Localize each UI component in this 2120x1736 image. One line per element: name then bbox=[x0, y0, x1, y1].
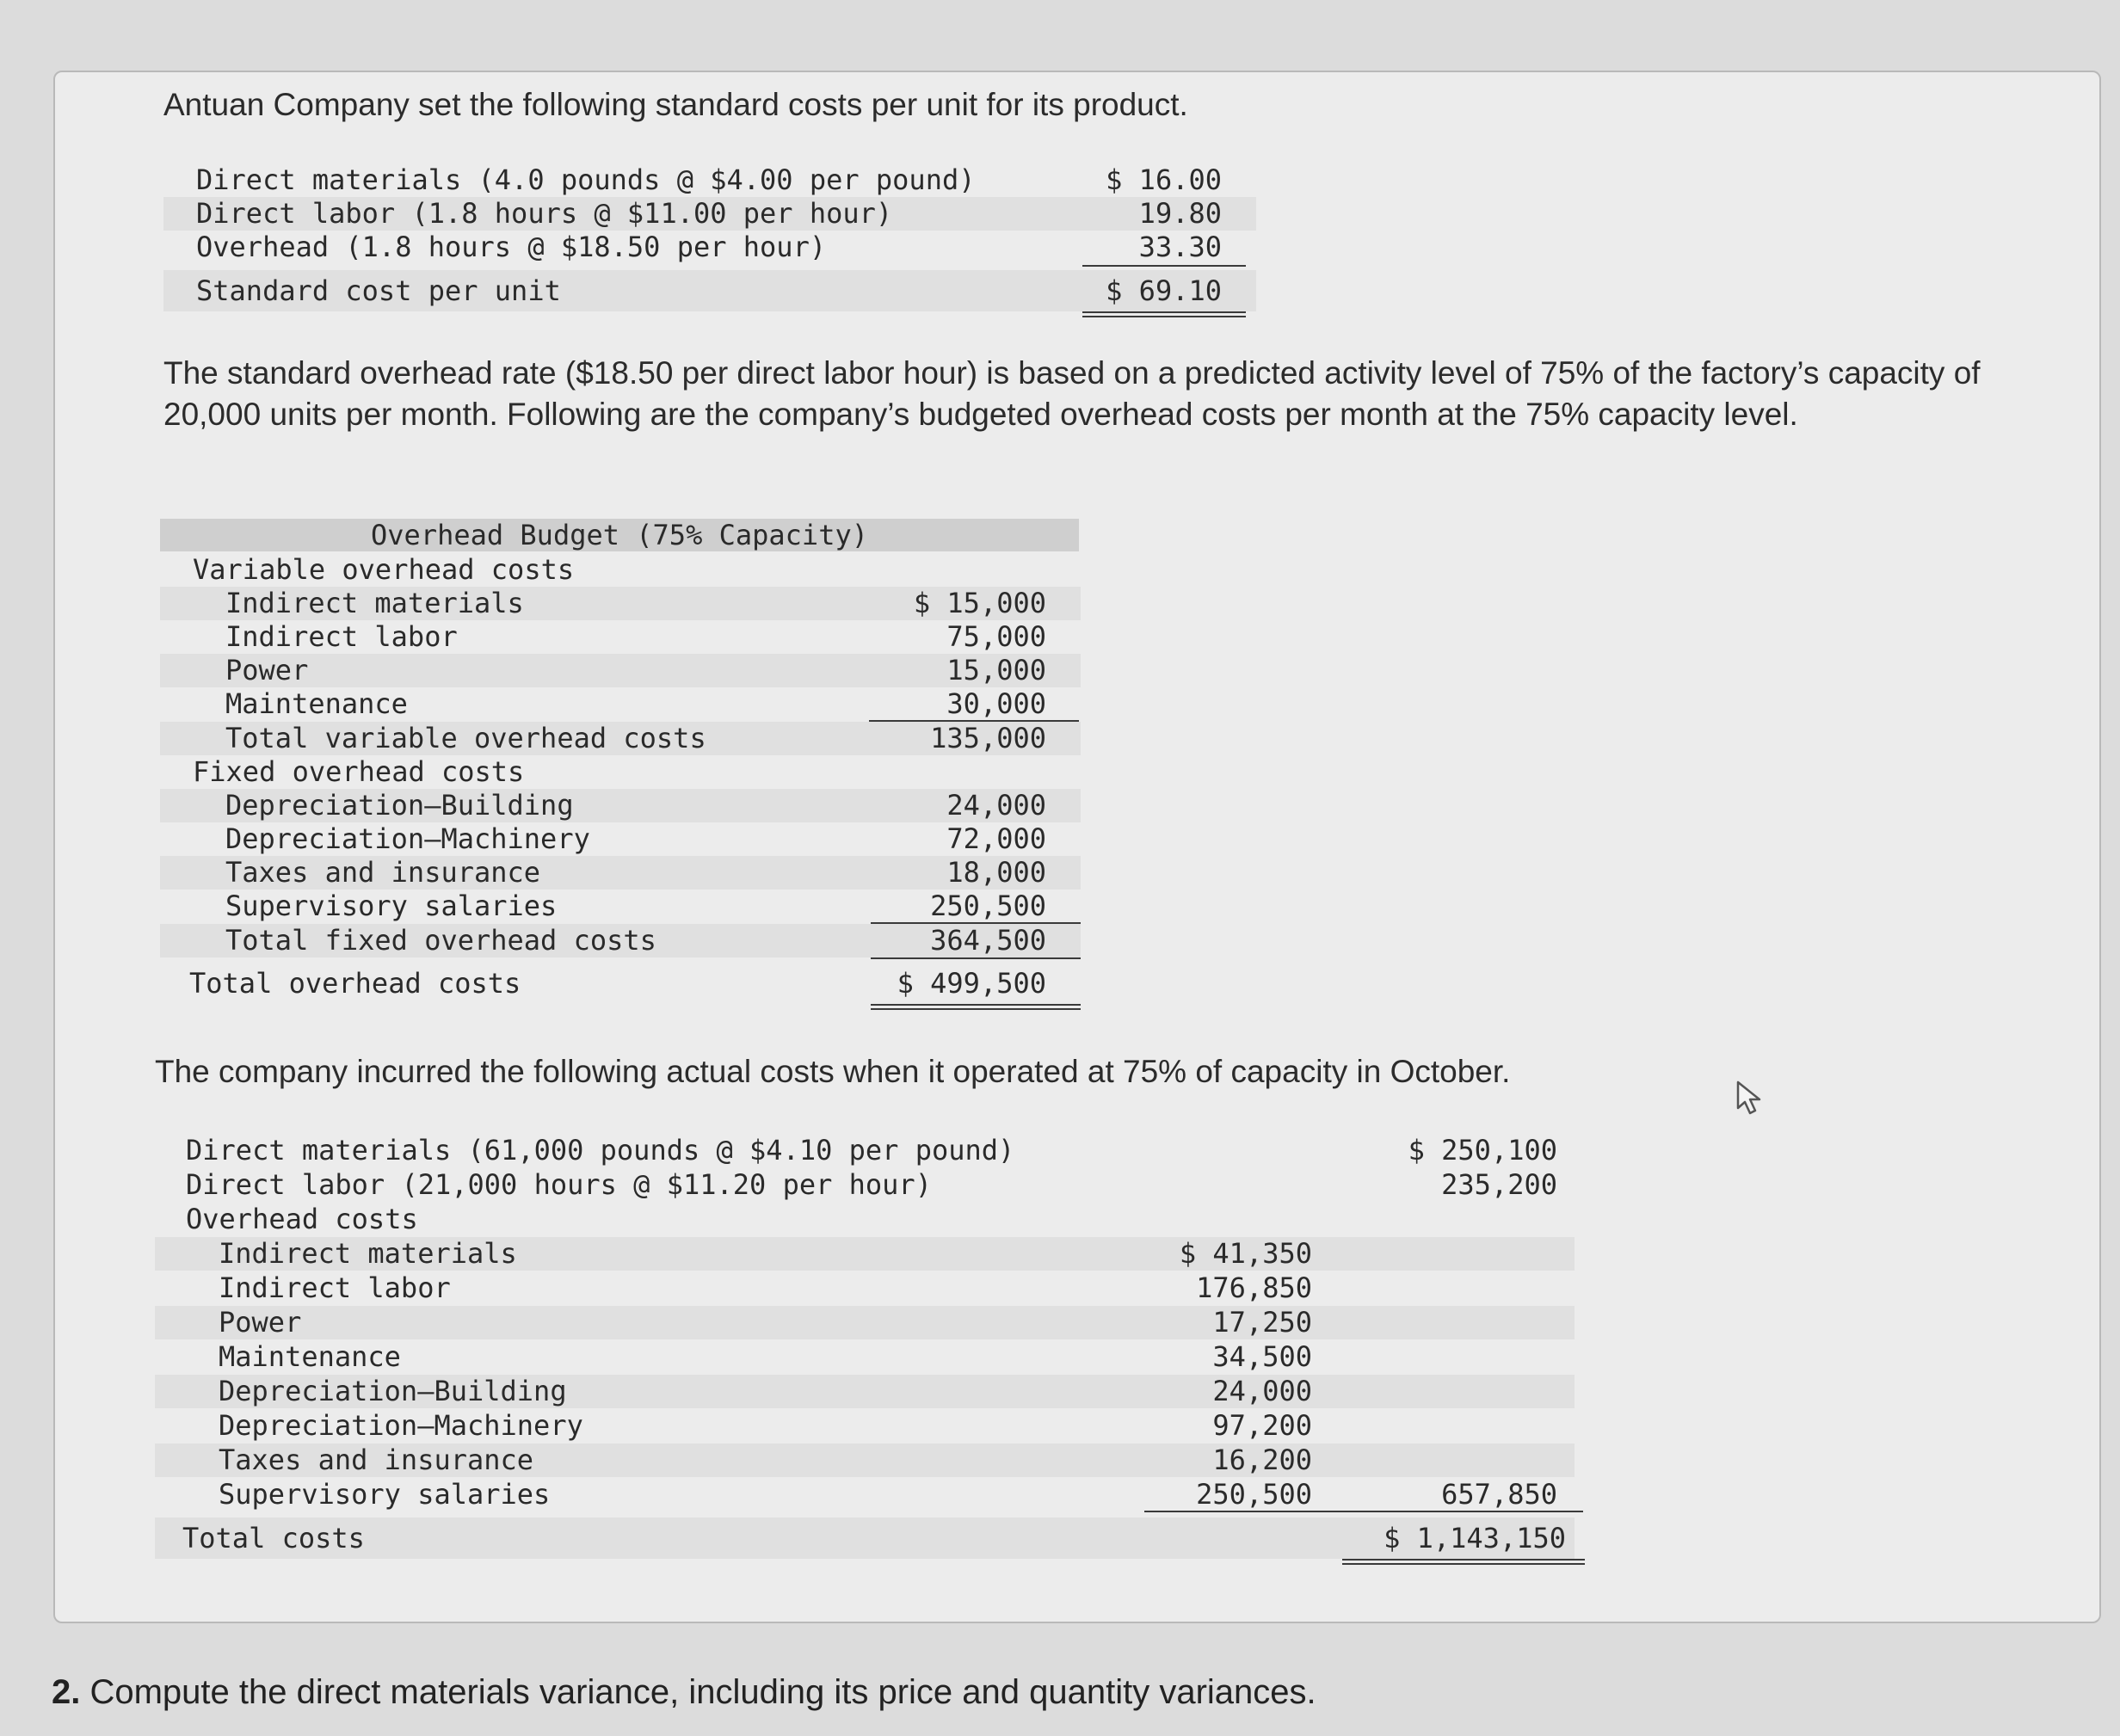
fixed-total-label: Total fixed overhead costs bbox=[225, 924, 656, 957]
budget-total-row bbox=[160, 722, 1081, 755]
actual-dm-value: $ 250,100 bbox=[1408, 1134, 1557, 1167]
actual-label: Maintenance bbox=[219, 1340, 401, 1373]
budget-section-heading bbox=[160, 553, 1081, 587]
actual-overhead-row bbox=[155, 1409, 1575, 1443]
actual-total-line bbox=[1342, 1559, 1585, 1561]
actual-value: 16,200 bbox=[1212, 1444, 1312, 1476]
budget-title: Overhead Budget (75% Capacity) bbox=[160, 519, 1079, 551]
budget-value: 72,000 bbox=[946, 822, 1046, 855]
budget-row bbox=[160, 789, 1081, 822]
std-label: Direct labor (1.8 hours @ $11.00 per hour) bbox=[196, 197, 893, 230]
actual-overhead-total: 657,850 bbox=[1441, 1478, 1557, 1511]
budget-value: 30,000 bbox=[946, 687, 1046, 720]
budget-row bbox=[160, 856, 1081, 890]
actual-value: 250,500 bbox=[1196, 1478, 1312, 1511]
actual-overhead-row bbox=[155, 1237, 1575, 1271]
grand-total-value: $ 499,500 bbox=[897, 967, 1046, 1000]
actual-section-heading bbox=[155, 1203, 1592, 1236]
std-total-label: Standard cost per unit bbox=[196, 274, 561, 307]
variable-total-value: 135,000 bbox=[930, 722, 1046, 754]
budget-row bbox=[160, 654, 1081, 687]
budget-row bbox=[160, 822, 1081, 856]
actual-value: 176,850 bbox=[1196, 1271, 1312, 1304]
overhead-rate-paragraph: The standard overhead rate ($18.50 per direct labor hour) is based on a predicted activity level of 75% of the factory’s capacity of 20,000 units per month. Following are the company’s budgeted overhead costs per month at the 75% capacity level. bbox=[163, 355, 1981, 432]
std-subtotal-line bbox=[1082, 265, 1246, 267]
actual-value: 34,500 bbox=[1212, 1340, 1312, 1373]
budget-value: 15,000 bbox=[946, 654, 1046, 686]
actual-row bbox=[155, 1168, 1592, 1202]
std-total-value: $ 69.10 bbox=[1106, 274, 1222, 307]
budget-value: $ 15,000 bbox=[913, 587, 1046, 619]
fixed-heading: Fixed overhead costs bbox=[193, 755, 525, 788]
actual-label: Depreciation—Building bbox=[219, 1375, 567, 1407]
actual-label: Depreciation—Machinery bbox=[219, 1409, 583, 1442]
actual-value: $ 41,350 bbox=[1179, 1237, 1312, 1270]
std-value: 19.80 bbox=[1138, 197, 1222, 230]
actual-overhead-row bbox=[155, 1375, 1575, 1408]
budget-label: Taxes and insurance bbox=[225, 856, 541, 889]
actual-costs-table bbox=[155, 1134, 1592, 1573]
actual-label: Supervisory salaries bbox=[219, 1478, 551, 1511]
actual-label: Power bbox=[219, 1306, 302, 1339]
budget-section-heading bbox=[160, 755, 1081, 789]
actual-value: 17,250 bbox=[1212, 1306, 1312, 1339]
overhead-budget-table bbox=[160, 519, 1081, 1009]
actual-label: Indirect labor bbox=[219, 1271, 451, 1304]
actual-label: Indirect materials bbox=[219, 1237, 517, 1270]
intro-text: Antuan Company set the following standard costs per unit for its product. bbox=[163, 87, 1188, 122]
budget-row bbox=[160, 587, 1081, 620]
budget-total-row bbox=[160, 924, 1081, 957]
std-total-row bbox=[163, 270, 1256, 311]
budget-row bbox=[160, 687, 1081, 721]
actual-value: 97,200 bbox=[1212, 1409, 1312, 1442]
std-total-line bbox=[1082, 311, 1246, 313]
actual-dl-value: 235,200 bbox=[1441, 1168, 1557, 1201]
actual-total-label: Total costs bbox=[182, 1522, 365, 1554]
actual-overhead-row bbox=[155, 1306, 1575, 1339]
fixed-total-value: 364,500 bbox=[930, 924, 1046, 957]
mouse-pointer-icon bbox=[1735, 1079, 1769, 1121]
std-label: Overhead (1.8 hours @ $18.50 per hour) bbox=[196, 231, 827, 263]
actual-value: 24,000 bbox=[1212, 1375, 1312, 1407]
budget-row bbox=[160, 620, 1081, 654]
actual-total-value: $ 1,143,150 bbox=[1384, 1522, 1566, 1554]
grand-total-line bbox=[871, 1004, 1081, 1006]
budget-label: Depreciation—Building bbox=[225, 789, 574, 822]
budget-value: 24,000 bbox=[946, 789, 1046, 822]
std-value: 33.30 bbox=[1138, 231, 1222, 263]
std-label: Direct materials (4.0 pounds @ $4.00 per pound) bbox=[196, 163, 976, 196]
variable-heading: Variable overhead costs bbox=[193, 553, 575, 586]
std-row bbox=[163, 231, 1256, 264]
budget-label: Power bbox=[225, 654, 309, 686]
actual-overhead-row bbox=[155, 1444, 1575, 1477]
actual-overhead-row bbox=[155, 1478, 1592, 1511]
budget-grand-total-row bbox=[160, 963, 1081, 1004]
std-row bbox=[163, 197, 1256, 231]
std-total-line-double bbox=[1082, 316, 1246, 317]
budget-value: 250,500 bbox=[930, 890, 1046, 922]
budget-label: Depreciation—Machinery bbox=[225, 822, 590, 855]
standard-cost-table bbox=[163, 163, 1256, 318]
fixed-total-line bbox=[871, 957, 1081, 959]
actual-overhead-row bbox=[155, 1271, 1575, 1305]
question-text: Compute the direct materials variance, including its price and quantity variances. bbox=[80, 1673, 1316, 1711]
overhead-subtotal-line bbox=[1144, 1511, 1583, 1512]
budget-label: Indirect labor bbox=[225, 620, 458, 653]
actual-dm-label: Direct materials (61,000 pounds @ $4.10 per pound) bbox=[186, 1134, 1015, 1167]
actual-total-row bbox=[155, 1517, 1575, 1559]
question-prompt bbox=[52, 1673, 1316, 1712]
actual-label: Taxes and insurance bbox=[219, 1444, 534, 1476]
grand-total-label: Total overhead costs bbox=[189, 967, 521, 1000]
overhead-heading: Overhead costs bbox=[186, 1203, 418, 1235]
budget-label: Supervisory salaries bbox=[225, 890, 558, 922]
actual-row bbox=[155, 1134, 1592, 1167]
actual-total-line-double bbox=[1342, 1563, 1585, 1565]
grand-total-line-double bbox=[871, 1008, 1081, 1010]
budget-label: Indirect materials bbox=[225, 587, 524, 619]
question-number: 2. bbox=[52, 1673, 81, 1711]
actual-dl-label: Direct labor (21,000 hours @ $11.20 per hour) bbox=[186, 1168, 932, 1201]
budget-row bbox=[160, 890, 1081, 923]
budget-label: Maintenance bbox=[225, 687, 408, 720]
actual-costs-paragraph: The company incurred the following actual costs when it operated at 75% of capacity in October. bbox=[155, 1054, 1511, 1089]
actual-overhead-row bbox=[155, 1340, 1575, 1374]
std-row bbox=[163, 163, 1256, 197]
budget-value: 75,000 bbox=[946, 620, 1046, 653]
std-value: $ 16.00 bbox=[1106, 163, 1222, 196]
variable-total-label: Total variable overhead costs bbox=[225, 722, 706, 754]
budget-value: 18,000 bbox=[946, 856, 1046, 889]
